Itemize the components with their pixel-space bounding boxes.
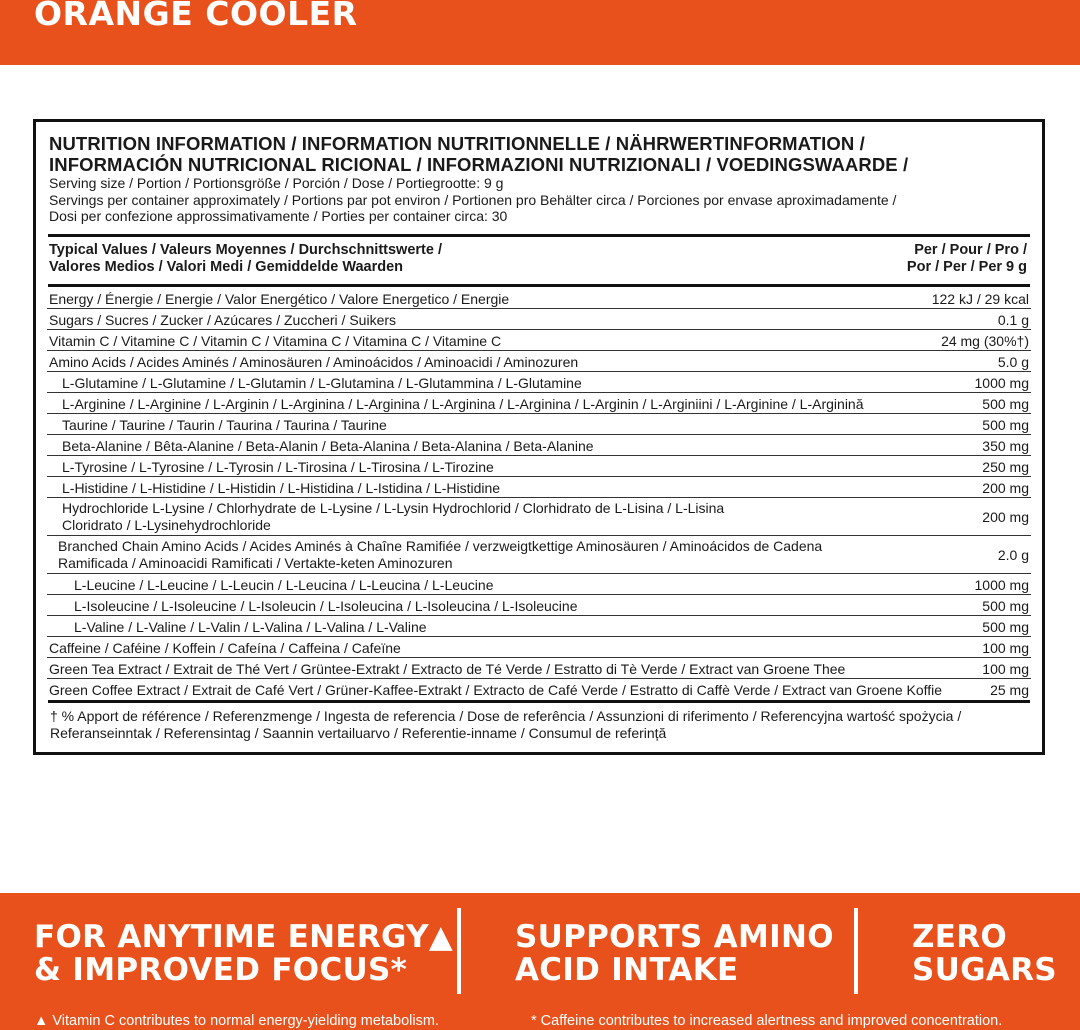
table-row: Energy / Énergie / Energie / Valor Energético / Valore Energetico / Energie 122 kJ / 29 kcal xyxy=(47,288,1031,309)
table-row: Vitamin C / Vitamine C / Vitamin C / Vitamina C / Vitamina C / Vitamine C 24 mg (30%†) xyxy=(47,330,1031,351)
servings-line-2: Dosi per confezione approssimativamente / Porties per container circa: 30 xyxy=(49,208,508,224)
column-header-right-2: Por / Per / Per 9 g xyxy=(906,259,1027,275)
column-header-left-1: Typical Values / Valeurs Moyennes / Durchschnittswerte / xyxy=(49,242,442,258)
table-row: Sugars / Sucres / Zucker / Azúcares / Zuccheri / Suikers 0.1 g xyxy=(47,309,1031,330)
table-row: Green Coffee Extract / Extrait de Café Vert / Grüner-Kaffee-Extrakt / Extracto de Café Verde / Estratto di Caffè Verde / Extract van Groene Koffie 25 mg xyxy=(49,682,1029,698)
nutrition-panel xyxy=(33,119,1045,755)
table-row: L-Isoleucine / L-Isoleucine / L-Isoleucin / L-Isoleucina / L-Isoleucina / L-Isoleucine 500 mg xyxy=(47,595,1031,616)
table-row: Green Tea Extract / Extrait de Thé Vert / Grüntee-Extrakt / Extracto de Té Verde / Estratto di Tè Verde / Extract van Groene Thee 100 mg xyxy=(47,658,1031,679)
bottom-banner xyxy=(0,893,1080,1030)
divider-rule xyxy=(48,700,1030,703)
table-row: L-Valine / L-Valine / L-Valin / L-Valina / L-Valina / L-Valine 500 mg xyxy=(47,616,1031,637)
column-header-left-2: Valores Medios / Valori Medi / Gemiddelde Waarden xyxy=(49,259,404,275)
flavor-title: ORANGE COOLER xyxy=(34,0,358,33)
table-row: L-Arginine / L-Arginine / L-Arginin / L-Arginina / L-Arginina / L-Arginina / L-Arginina / L-Arginin / L-Arginiini / L-Arginine / L-Arginină 500 mg xyxy=(47,393,1031,414)
table-row: L-Histidine / L-Histidine / L-Histidin / L-Histidina / L-Istidina / L-Histidine 200 mg xyxy=(47,477,1031,498)
footnote-line-2: Referanseinntak / Referensintag / Saannin vertailuarvo / Referentie-inname / Consumul de referință xyxy=(50,724,667,741)
divider-rule xyxy=(48,234,1030,237)
disclaimer-caffeine: * Caffeine contributes to increased alertness and improved concentration. xyxy=(531,1013,1003,1029)
table-row: Amino Acids / Acides Aminés / Aminosäuren / Aminoácidos / Aminoacidi / Aminozuren 5.0 g xyxy=(47,351,1031,372)
column-header xyxy=(49,242,1027,280)
table-row: L-Tyrosine / L-Tyrosine / L-Tyrosin / L-Tirosina / L-Tirosina / L-Tirozine 250 mg xyxy=(47,456,1031,477)
table-row: Taurine / Taurine / Taurin / Taurina / Taurina / Taurine 500 mg xyxy=(47,414,1031,435)
table-row: Caffeine / Caféine / Koffein / Cafeína / Caffeina / Cafeïne 100 mg xyxy=(47,637,1031,658)
serving-size: Serving size / Portion / Portionsgröße / Porción / Dose / Portiegrootte: 9 g xyxy=(49,175,504,191)
servings-line-1: Servings per container approximately / Portions par pot environ / Portionen pro Behälter circa / Porciones por envase aproximadamente / xyxy=(49,191,897,208)
panel-header xyxy=(49,133,1032,225)
claim-zero-sugars: ZERO SUGARS xyxy=(912,919,1057,988)
divider-rule xyxy=(48,284,1030,287)
disclaimer-vitamin-c: ▲ Vitamin C contributes to normal energy-yielding metabolism. xyxy=(34,1013,439,1029)
table-row: Beta-Alanine / Bêta-Alanine / Beta-Alanin / Beta-Alanina / Beta-Alanina / Beta-Alanine 350 mg xyxy=(47,435,1031,456)
claim-amino-intake: SUPPORTS AMINO ACID INTAKE xyxy=(515,919,834,988)
column-header-right-1: Per / Pour / Pro / xyxy=(914,242,1027,258)
footnote-line-1: † % Apport de référence / Referenzmenge / Ingesta de referencia / Dose de referência / Assunzioni di riferimento / Referencyjna wartość spożycia / xyxy=(50,708,962,724)
table-row: Branched Chain Amino Acids / Acides Aminés à Chaîne Ramifiée / verzweigtkettige Aminosäuren / Aminoácidos de Cadena Ramificada / Aminoacidi Ramificati / Vertakte-keten Aminozuren 2.0 g xyxy=(47,536,1031,574)
claim-divider xyxy=(457,908,461,994)
table-row: Hydrochloride L-Lysine / Chlorhydrate de L-Lysine / L-Lysin Hydrochlorid / Clorhidrato de L-Lisina / L-Lisina Cloridrato / L-Lysinehydrochloride 200 mg xyxy=(47,498,1031,536)
panel-title-line-2: INFORMACIÓN NUTRICIONAL RICIONAL / INFORMAZIONI NUTRIZIONALI / VOEDINGSWAARDE / xyxy=(49,154,909,175)
table-row: L-Glutamine / L-Glutamine / L-Glutamin / L-Glutamina / L-Glutammina / L-Glutamine 1000 mg xyxy=(47,372,1031,393)
claim-energy-focus: FOR ANYTIME ENERGY▲ & IMPROVED FOCUS* xyxy=(34,919,453,988)
table-row: L-Leucine / L-Leucine / L-Leucin / L-Leucina / L-Leucina / L-Leucine 1000 mg xyxy=(47,574,1031,595)
claim-divider xyxy=(854,908,858,994)
top-banner xyxy=(0,0,1080,65)
nutrition-table xyxy=(47,288,1031,699)
panel-title-line-1: NUTRITION INFORMATION / INFORMATION NUTRITIONNELLE / NÄHRWERTINFORMATION / xyxy=(49,133,865,154)
footnote xyxy=(50,708,1030,741)
